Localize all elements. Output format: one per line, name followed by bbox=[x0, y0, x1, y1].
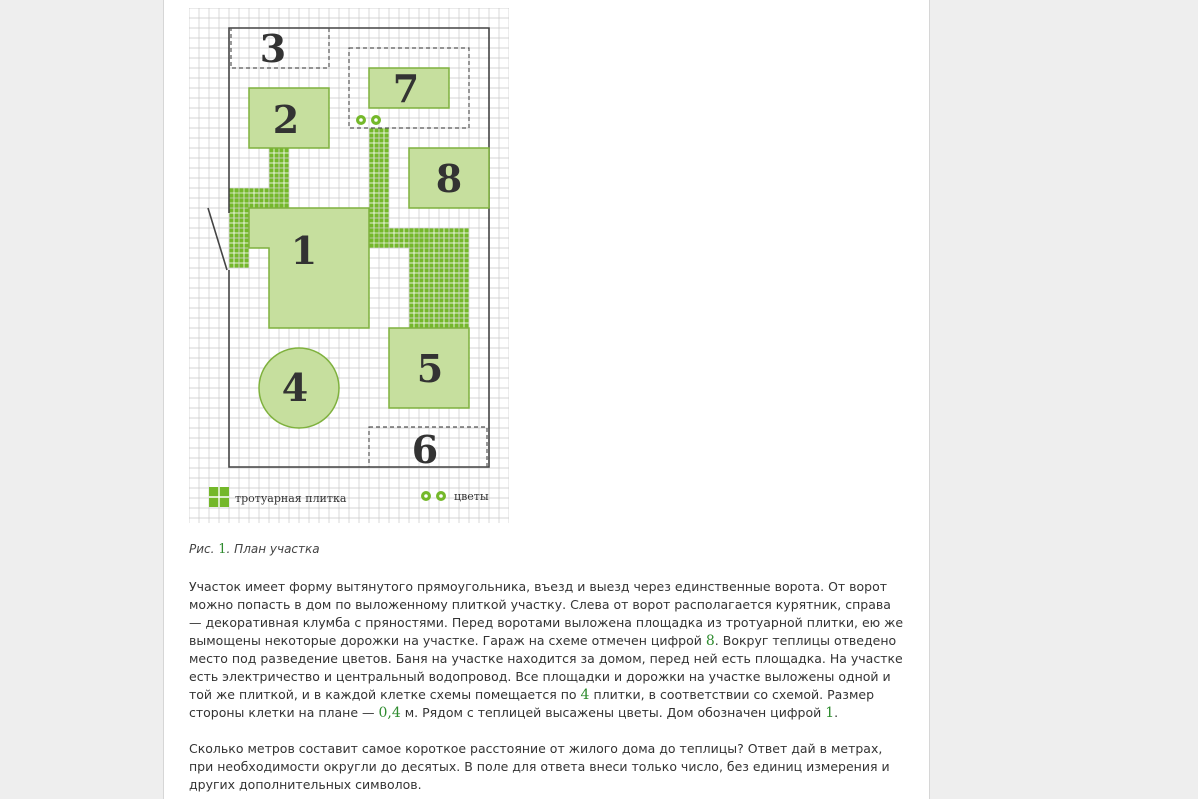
left-gutter bbox=[0, 0, 163, 799]
number-cell-size: 0,4 bbox=[378, 705, 401, 721]
problem-question: Сколько метров составит самое короткое расстояние от жилого дома до теплицы? Ответ дай в метрах, при необходимости округли до десятых. В поле для ответа внеси только число, без единиц измерения и других дополнительных символов. bbox=[189, 741, 890, 792]
label-3: 3 bbox=[259, 26, 287, 71]
caption-prefix: Рис. bbox=[189, 542, 219, 556]
problem-description bbox=[189, 578, 904, 722]
number-tiles: 4 bbox=[580, 687, 590, 703]
text-fragment: м. Рядом с теплицей высажены цветы. Дом обозначен цифрой bbox=[400, 705, 826, 720]
label-5: 5 bbox=[416, 346, 444, 391]
label-4: 4 bbox=[281, 365, 309, 410]
label-1: 1 bbox=[290, 228, 318, 273]
caption-number: 1 bbox=[218, 542, 227, 557]
text-fragment: . bbox=[834, 705, 839, 720]
legend-tile-label: тротуарная плитка bbox=[235, 492, 347, 505]
text-fragment: . Вокруг теплицы отведено место под разведение цветов. Баня на участке находится за домом, перед ней есть площадка. На участке есть электричество и центральный водопровод. Все площадки и дорожки на участке выложены одной и той же плиткой, и в каждой клетке схемы помещается по bbox=[189, 633, 903, 702]
label-2: 2 bbox=[272, 97, 300, 142]
caption-suffix: . План участка bbox=[226, 542, 320, 556]
number-garage: 8 bbox=[705, 633, 715, 649]
label-8: 8 bbox=[435, 156, 463, 201]
figure-caption bbox=[189, 542, 320, 557]
number-house: 1 bbox=[825, 705, 835, 721]
label-7: 7 bbox=[392, 66, 420, 111]
text-fragment: Участок имеет форму вытянутого прямоугольника, въезд и выезд через единственные ворота. От ворот можно попасть в дом по выложенному плиткой участку. Слева от ворот располагается курятник, справа — декоративная клумба с пряностями. Перед воротами выложена площадка из тротуарной плитки, ею же вымощены некоторые дорожки на участке. Гараж на схеме отмечен цифрой bbox=[189, 579, 904, 648]
label-6: 6 bbox=[411, 427, 439, 472]
site-plan-figure bbox=[189, 8, 509, 523]
text-fragment: плитки, в соответствии со схемой. Размер стороны клетки на плане — bbox=[189, 687, 875, 720]
legend-flowers-label: цветы bbox=[454, 490, 489, 503]
